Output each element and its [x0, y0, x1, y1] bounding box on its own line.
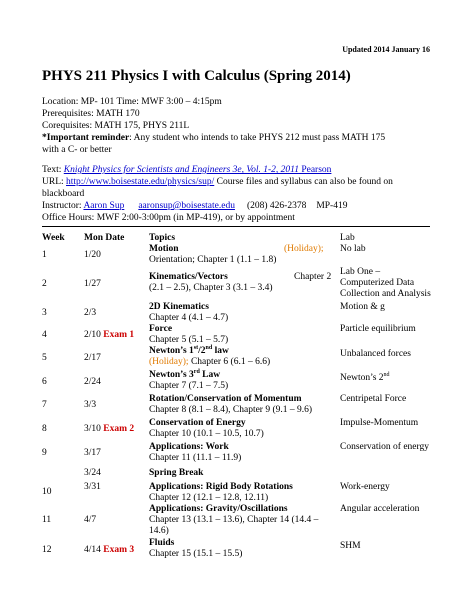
date-cell: 3/31 [84, 482, 101, 492]
important-reminder [42, 133, 385, 143]
chapter-cell: Chapter 4 (4.1 – 4.7) [149, 313, 229, 323]
publisher-link[interactable]: Pearson [298, 165, 332, 175]
date-cell: 4/7 [84, 515, 97, 525]
date-value: 4/14 [84, 545, 101, 555]
chapter-cell: Chapter 12 (12.1 – 12.8, 12.11) [149, 493, 269, 503]
date-cell [84, 545, 134, 555]
chapter-cell: Orientation; Chapter 1 (1.1 – 1.8) [149, 255, 277, 265]
lab-cell: Work-energy [340, 482, 390, 492]
course-url-link[interactable]: http://www.boisestate.edu/physics/sup/ [66, 177, 215, 187]
date-value: 3/10 [84, 424, 101, 434]
lab-cell: Unbalanced forces [340, 349, 411, 359]
week-cell: 6 [42, 377, 47, 387]
prerequisites: Prerequisites: MATH 170 [42, 109, 140, 119]
date-cell [84, 424, 134, 434]
reminder-text-2: with a C- or better [42, 145, 112, 155]
url-label: URL: [42, 177, 67, 187]
topic-cell: 2D Kinematics [149, 302, 209, 312]
instructor-name-link[interactable]: Aaron Sup [83, 201, 125, 211]
instructor-email-link[interactable]: aaronsup@boisestate.edu [138, 201, 235, 211]
instructor-line [42, 201, 347, 211]
instructor-label: Instructor: [42, 201, 84, 211]
topic-cell: Fluids [149, 538, 175, 548]
lab-cell [340, 373, 390, 383]
lab-cell: SHM [340, 541, 361, 551]
topic-cell: Motion [149, 244, 179, 254]
topic-text: Newton’s 3 [149, 370, 194, 380]
date-cell: 1/27 [84, 279, 101, 289]
lab-cell-2: Computerized Data [340, 278, 415, 288]
date-cell: 2/24 [84, 377, 101, 387]
chapter-cell: Chapter 8 (8.1 – 8.4), Chapter 9 (9.1 – 9.6) [149, 405, 313, 415]
lab-cell: Particle equilibrium [340, 324, 416, 334]
week-cell: 11 [42, 515, 52, 525]
topic-cell: Applications: Work [149, 442, 229, 452]
date-cell [84, 330, 134, 340]
topic-cell: Applications: Rigid Body Rotations [149, 482, 293, 492]
url-note-2: blackboard [42, 189, 85, 199]
superscript: nd [205, 344, 213, 351]
lab-cell: Lab One – [340, 267, 381, 277]
updated-date: Updated 2014 January 16 [342, 45, 430, 54]
chapter-cell: (2.1 – 2.5), Chapter 3 (3.1 – 3.4) [149, 283, 273, 293]
office-hours: Office Hours: MWF 2:00-3:00pm (in MP-419), or by appointment [42, 213, 295, 223]
text-label: Text: [42, 165, 64, 175]
chapter-text: Chapter 6 (6.1 – 6.6) [188, 357, 271, 367]
holiday-note: (Holiday); [284, 244, 324, 254]
exam-badge: Exam 3 [103, 545, 135, 555]
lab-text: Newton’s 2 [340, 373, 384, 383]
week-cell: 5 [42, 353, 47, 363]
lab-cell: Impulse-Momentum [340, 418, 419, 428]
chapter-cell: Chapter 13 (13.1 – 13.6), Chapter 14 (14.4 – [149, 515, 319, 525]
instructor-phone: (208) 426-2378 [246, 201, 307, 211]
week-cell: 7 [42, 400, 47, 410]
date-cell: 2/17 [84, 353, 101, 363]
lab-cell: Centripetal Force [340, 394, 407, 404]
week-cell: 3 [42, 308, 47, 318]
header-week: Week [42, 233, 65, 243]
superscript: nd [383, 371, 390, 378]
week-cell: 9 [42, 448, 47, 458]
reminder-label: *Important reminder [42, 133, 130, 143]
lab-cell-3: Collection and Analysis [340, 289, 431, 299]
topic-text: Law [199, 370, 221, 380]
header-lab: Lab [340, 233, 355, 243]
lab-cell: Angular acceleration [340, 504, 420, 514]
header-date: Mon Date [84, 233, 125, 243]
chapter-note: Chapter 2 [294, 272, 332, 282]
chapter-cell: Chapter 11 (11.1 – 11.9) [149, 453, 242, 463]
topic-text: Newton’s 1 [149, 346, 194, 356]
exam-badge: Exam 1 [103, 330, 135, 340]
topic-cell: Force [149, 324, 173, 334]
url-note: Course files and syllabus can also be found on [214, 177, 393, 187]
topic-cell: Kinematics/Vectors [149, 272, 228, 282]
exam-badge: Exam 2 [103, 424, 135, 434]
topic-cell: Applications: Gravity/Oscillations [149, 504, 288, 514]
instructor-office: MP-419 [316, 201, 348, 211]
divider [42, 226, 430, 227]
chapter-cell [149, 357, 270, 367]
week-cell: 1 [42, 250, 47, 260]
page-title: PHYS 211 Physics I with Calculus (Spring 2014) [42, 68, 351, 84]
superscript: st [193, 344, 199, 351]
lab-cell: Conservation of energy [340, 442, 429, 452]
chapter-cell: Chapter 10 (10.1 – 10.5, 10.7) [149, 429, 264, 439]
textbook-link[interactable]: Knight Physics for Scientists and Engineers 3e, Vol. 1-2, 2011 [63, 165, 299, 175]
chapter-cell-2: 14.6) [149, 526, 169, 536]
lab-cell: Motion & g [340, 302, 385, 312]
week-cell: 12 [42, 545, 52, 555]
topic-cell [149, 346, 229, 356]
url-line [42, 177, 393, 187]
chapter-cell: Chapter 15 (15.1 – 15.5) [149, 549, 243, 559]
header-topics: Topics [149, 233, 176, 243]
chapter-cell: Chapter 5 (5.1 – 5.7) [149, 335, 229, 345]
date-cell: 3/3 [84, 400, 97, 410]
topic-cell: Conservation of Energy [149, 418, 246, 428]
superscript: rd [193, 368, 200, 375]
topic-cell: Rotation/Conservation of Momentum [149, 394, 302, 404]
date-cell: 3/17 [84, 448, 101, 458]
topic-text: law [212, 346, 229, 356]
date-cell: 3/24 [84, 468, 101, 478]
week-cell: 2 [42, 279, 47, 289]
location-time: Location: MP- 101 Time: MWF 3:00 – 4:15pm [42, 97, 222, 107]
topic-cell: Spring Break [149, 468, 204, 478]
reminder-text: : Any student who intends to take PHYS 212 must pass MATH 175 [129, 133, 386, 143]
textbook-line [42, 165, 331, 175]
date-value: 2/10 [84, 330, 101, 340]
corequisites: Corequisites: MATH 175, PHYS 211L [42, 121, 190, 131]
date-cell: 1/20 [84, 250, 101, 260]
chapter-cell: Chapter 7 (7.1 – 7.5) [149, 381, 229, 391]
holiday-note: (Holiday); [149, 357, 189, 367]
lab-cell: No lab [340, 244, 366, 254]
topic-cell [149, 370, 220, 380]
date-cell: 2/3 [84, 308, 97, 318]
topic-text: /2 [198, 346, 206, 356]
week-cell: 8 [42, 424, 47, 434]
week-cell: 10 [42, 487, 52, 497]
week-cell: 4 [42, 330, 47, 340]
